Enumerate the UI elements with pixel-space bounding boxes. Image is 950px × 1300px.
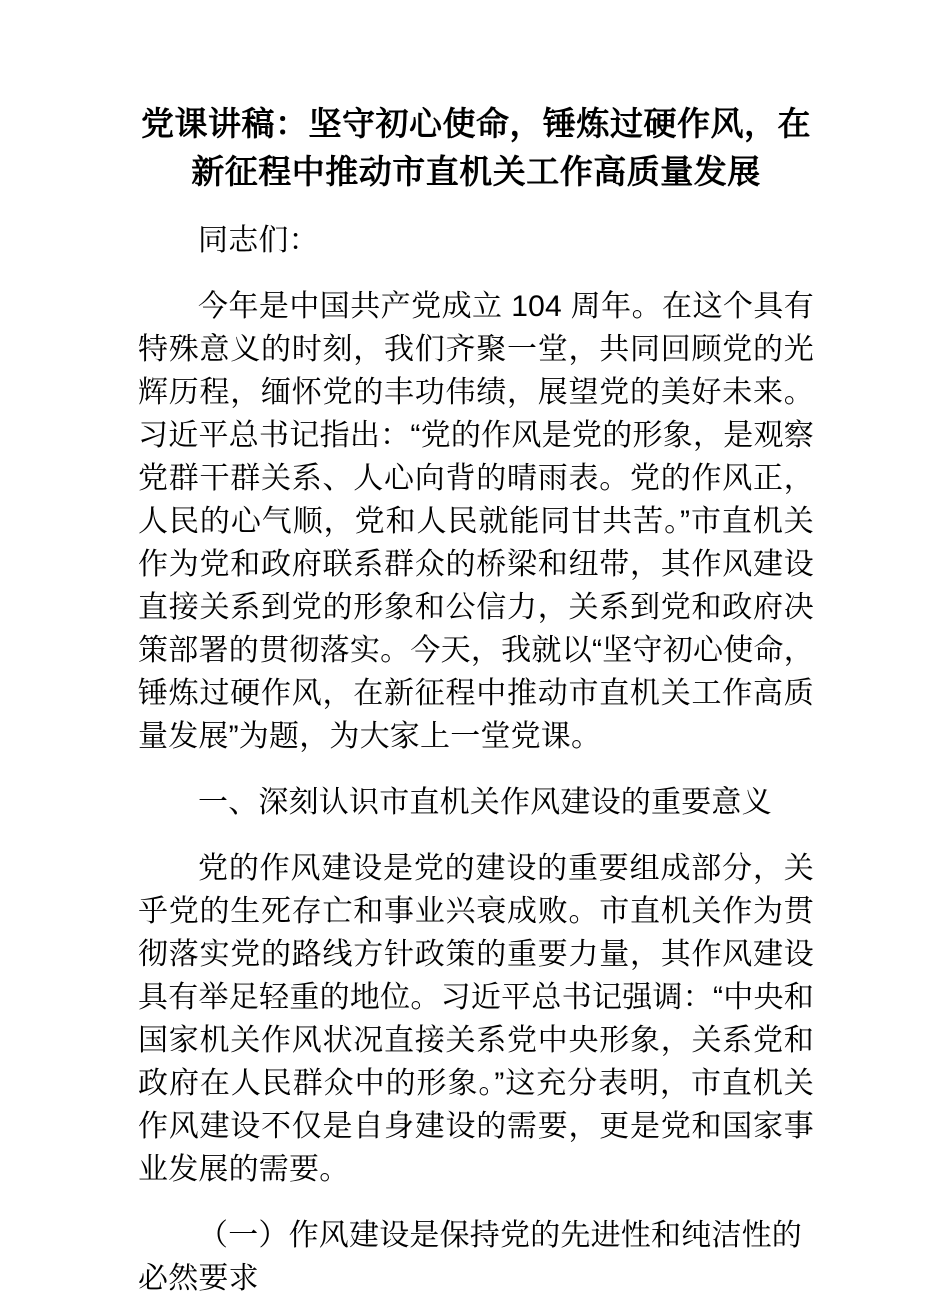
salutation: 同志们：	[198, 224, 319, 257]
paragraph-section-one-body: 党的作风建设是党的建设的重要组成部分，关乎党的生死存亡和事业兴衰成败。市直机关作为贯彻落实党的路线方针政策的重要力量，其作风建设具有举足轻重的地位。习近平总书记强调：“中央和国家机关作风状况直接关系党中央形象，关系党和政府在人民群众中的形象。”这充分表明，市直机关作风建设不仅是自身建设的需要，更是党和国家事业发展的需要。	[138, 852, 814, 1186]
document-title: 党课讲稿：坚守初心使命，锤炼过硬作风，在新征程中推动市直机关工作高质量发展	[141, 105, 811, 190]
paragraph-opening: 今年是中国共产党成立 104 周年。在这个具有特殊意义的时刻，我们齐聚一堂，共同回顾党的光辉历程，缅怀党的丰功伟绩，展望党的美好未来。习近平总书记指出：“党的作风是党的形象，是观察党群干群关系、人心向背的晴雨表。党的作风正，人民的心气顺，党和人民就能同甘共苦。”市直机关作为党和政府联系群众的桥梁和纽带，其作风建设直接关系到党的形象和公信力，关系到党和政府决策部署的贯彻落实。今天，我就以“坚守初心使命，锤炼过硬作风，在新征程中推动市直机关工作高质量发展”为题，为大家上一堂党课。	[138, 290, 814, 753]
section-heading-one: 一、深刻认识市直机关作风建设的重要意义	[198, 786, 772, 819]
subsection-heading-one-a: （一）作风建设是保持党的先进性和纯洁性的必然要求	[138, 1219, 802, 1295]
document-content	[138, 0, 814, 1300]
